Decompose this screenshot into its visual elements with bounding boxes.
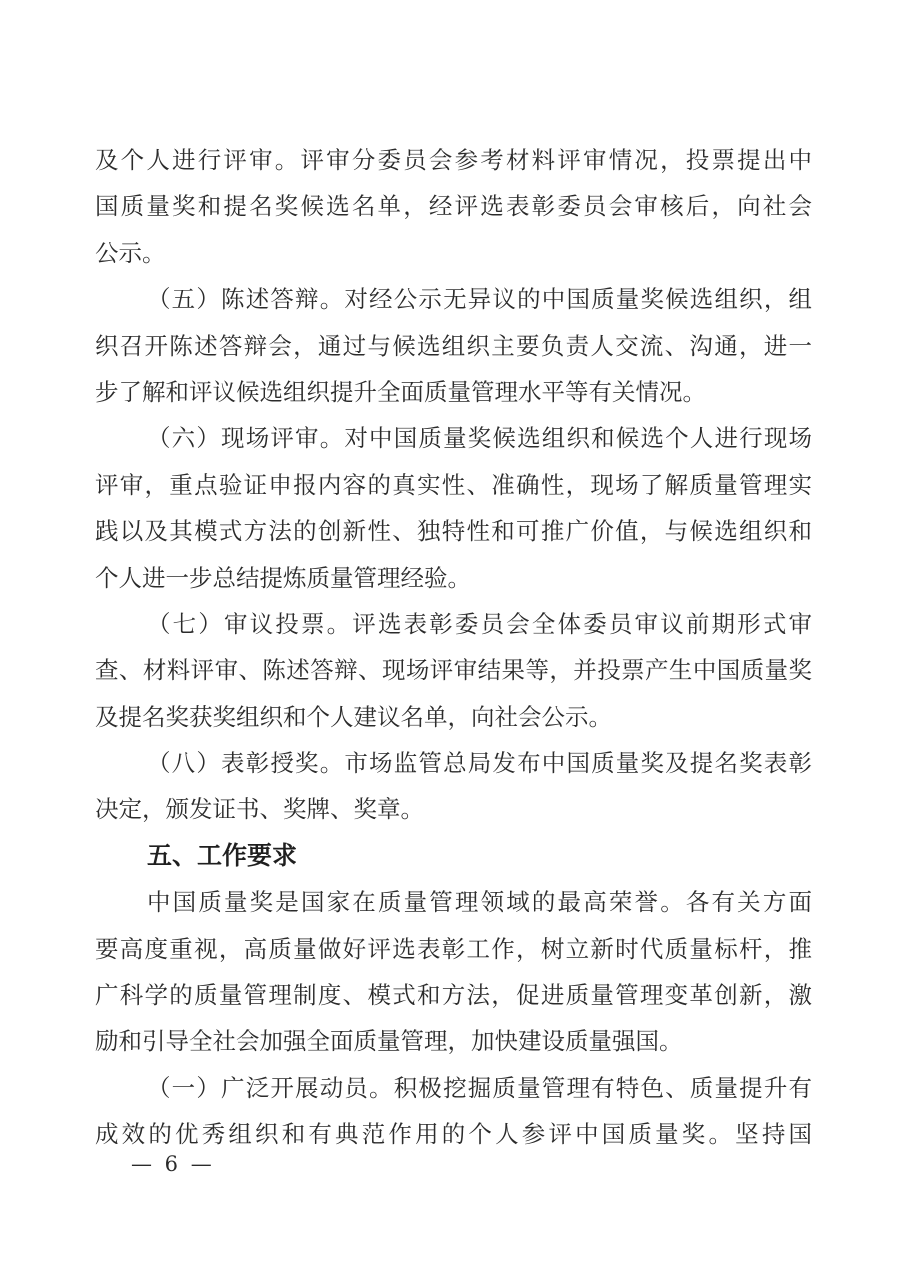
text-line: （一）广泛开展动员。积极挖掘质量管理有特色、质量提升有 [147,1073,812,1102]
text-line: 国质量奖和提名奖候选名单，经评选表彰委员会审核后，向社会 [95,192,812,221]
text-line: 决定，颁发证书、奖牌、奖章。 [95,795,424,824]
text-line: 成效的优秀组织和有典范作用的个人参评中国质量奖。坚持国 [95,1120,812,1149]
text-line: 步了解和评议候选组织提升全面质量管理水平等有关情况。 [95,377,706,406]
text-line: 评审，重点验证申报内容的真实性、准确性，现场了解质量管理实 [95,470,812,499]
text-line: 及个人进行评审。评审分委员会参考材料评审情况，投票提出中 [95,146,812,174]
text-line: 广科学的质量管理制度、模式和方法，促进质量管理变革创新，激 [95,981,812,1010]
text-line: 公示。 [95,238,166,267]
text-line: 个人进一步总结提炼质量管理经验。 [95,563,471,592]
text-line: 查、材料评审、陈述答辩、现场评审结果等，并投票产生中国质量奖 [95,656,812,685]
text-line: （七）审议投票。评选表彰委员会全体委员审议前期形式审 [147,609,812,638]
document-body [95,137,812,1158]
text-line: （八）表彰授奖。市场监管总局发布中国质量奖及提名奖表彰 [147,749,812,778]
text-line: 及提名奖获奖组织和个人建议名单，向社会公示。 [95,702,612,731]
text-line: 织召开陈述答辩会，通过与候选组织主要负责人交流、沟通，进一 [95,331,812,360]
text-line: 要高度重视，高质量做好评选表彰工作，树立新时代质量标杆，推 [95,934,812,963]
text-line: （五）陈述答辩。对经公示无异议的中国质量奖候选组织，组 [147,285,812,314]
section-heading: 五、工作要求 [147,840,298,870]
text-line: 践以及其模式方法的创新性、独特性和可推广价值，与候选组织和 [95,517,812,546]
text-line: 中国质量奖是国家在质量管理领域的最高荣誉。各有关方面 [147,888,812,917]
page-number: — 6 — [131,1152,215,1176]
text-line: （六）现场评审。对中国质量奖候选组织和候选个人进行现场 [147,424,812,453]
text-line: 励和引导全社会加强全面质量管理，加快建设质量强国。 [95,1027,683,1056]
